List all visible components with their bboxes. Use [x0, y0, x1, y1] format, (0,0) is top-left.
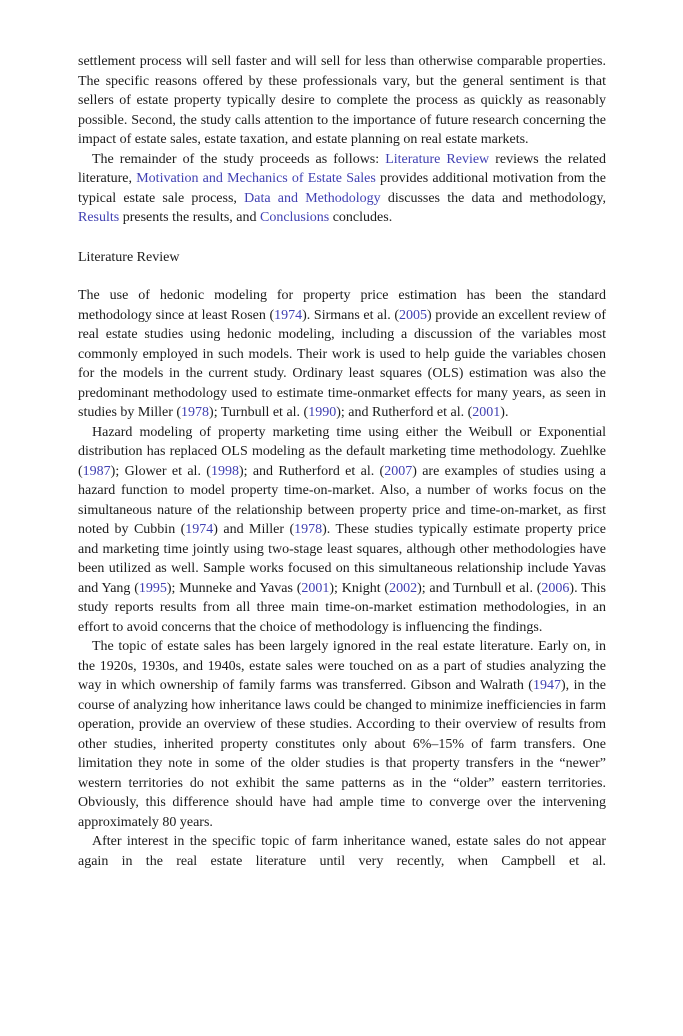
inline-link[interactable]: 2005	[399, 307, 428, 323]
text-run: ) and Miller (	[213, 522, 295, 537]
text-run: ). These studies typically estimate property price and marketing time jointly using two-stage least squares, although other methodologies have been utilized as well. Sample works focused on this simultaneous relationship include Yavas and Yang (	[78, 522, 606, 596]
paragraph	[78, 52, 606, 150]
paragraph	[78, 286, 606, 423]
text-run: ) provide an excellent review of real estate studies using hedonic modeling, including a discussion of the variables most commonly employed in such models. Their work is used to help guide the variables chosen for the models in the current study. Ordinary least squares (OLS) estimation was also the predominant methodology used to estimate time-onmarket effects for many years, as seen in studies by Miller (	[78, 307, 606, 420]
inline-link[interactable]: 1995	[138, 580, 167, 596]
text-run: After interest in the specific topic of farm inheritance waned, estate sales do not appear again in the real estate literature until very recently, when Campbell et al.	[78, 834, 606, 869]
text-block	[78, 52, 606, 871]
text-run: ). This study reports results from all three main time-on-market estimation methodologies, in an effort to avoid concerns that the choice of methodology is influencing the findings.	[78, 580, 606, 635]
text-run: concludes.	[329, 210, 393, 225]
paragraph	[78, 637, 606, 832]
text-run: ); Glower et al. (	[110, 463, 211, 479]
inline-link[interactable]: Conclusions	[259, 210, 330, 225]
inline-link[interactable]: 2006	[541, 580, 570, 596]
text-run: settlement process will sell faster and will sell for less than otherwise comparable properties. The specific reasons offered by these professionals vary, but the general sentiment is that sellers of estate property typically desire to complete the process as quickly as reasonably possible. Second, the study calls attention to the importance of future research concerning the impact of estate sales, estate taxation, and estate planning on real estate markets.	[78, 54, 606, 147]
text-run: presents the results, and	[119, 210, 260, 225]
text-run: ); and Rutherford et al. (	[238, 463, 385, 479]
text-run: ); and Turnbull et al. (	[417, 580, 542, 596]
inline-link[interactable]: 1974	[185, 522, 214, 537]
inline-link[interactable]: 1947	[532, 678, 561, 693]
section-heading: Literature Review	[78, 249, 180, 265]
text-run: The remainder of the study proceeds as follows:	[92, 151, 386, 167]
text-run: ); Munneke and Yavas (	[166, 580, 302, 596]
inline-link[interactable]: Literature Review	[385, 151, 490, 167]
text-run: ).	[500, 405, 509, 420]
text-run: ). Sirmans et al. (	[302, 307, 400, 323]
inline-link[interactable]: 2007	[384, 463, 413, 479]
text-run: The topic of estate sales has been largely ignored in the real estate literature. Early on, in the 1920s, 1930s, and 1940s, estate sales were touched on as a part of studies analyzing the way in which ownership of family farms was transferred. Gibson and Walrath (	[78, 639, 606, 693]
inline-link[interactable]: 1978	[181, 405, 210, 420]
inline-link[interactable]: 2002	[389, 580, 418, 596]
inline-link[interactable]: Results	[78, 210, 120, 225]
text-run: reviews the related literature,	[78, 151, 607, 186]
text-run: ) are examples of studies using a hazard function to model property time-on-market. Also, a number of works focus on the simultaneous nature of the relationship between property price and time-on-market, as first noted by Cubbin (	[78, 463, 606, 537]
inline-link[interactable]: 1974	[274, 307, 303, 323]
text-run: ), in the course of analyzing how inheritance laws could be changed to minimize inefficiencies in farm operation, provide an overview of these studies. According to their overview of results from other studies, inherited property constitutes only about 6%–15% of farm transfers. One limitation they note in some of the older studies is that property transfers in the “newer” western territories do not exhibit the same patterns as in the “older” eastern territories. Obviously, this difference should have had ample time to converge over the intervening approximately 80 years.	[78, 678, 606, 830]
text-run: provides additional motivation from the typical estate sale process,	[78, 171, 606, 206]
inline-link[interactable]: Data and Methodology	[244, 190, 381, 206]
paragraph	[78, 832, 606, 871]
text-run: Hazard modeling of property marketing time using either the Weibull or Exponential distribution has replaced OLS modeling as the default marketing time methodology. Zuehlke (	[78, 424, 606, 479]
inline-link[interactable]: 1998	[210, 463, 239, 479]
inline-link[interactable]: 1987	[82, 463, 111, 479]
inline-link[interactable]: 1978	[294, 522, 323, 537]
text-run: discusses the data and methodology,	[380, 190, 607, 206]
inline-link[interactable]: 1990	[308, 405, 337, 420]
text-run: ); Knight (	[329, 580, 390, 596]
paragraph	[78, 423, 606, 638]
paragraph	[78, 150, 606, 228]
text-run: ); Turnbull et al. (	[209, 405, 309, 420]
text-run: ); and Rutherford et al. (	[336, 405, 473, 420]
inline-link[interactable]: 2001	[301, 580, 330, 596]
text-run: The use of hedonic modeling for property price estimation has been the standard methodology since at least Rosen (	[78, 288, 606, 323]
inline-link[interactable]: 2001	[472, 405, 501, 420]
inline-link[interactable]: Motivation and Mechanics of Estate Sales	[136, 171, 376, 186]
